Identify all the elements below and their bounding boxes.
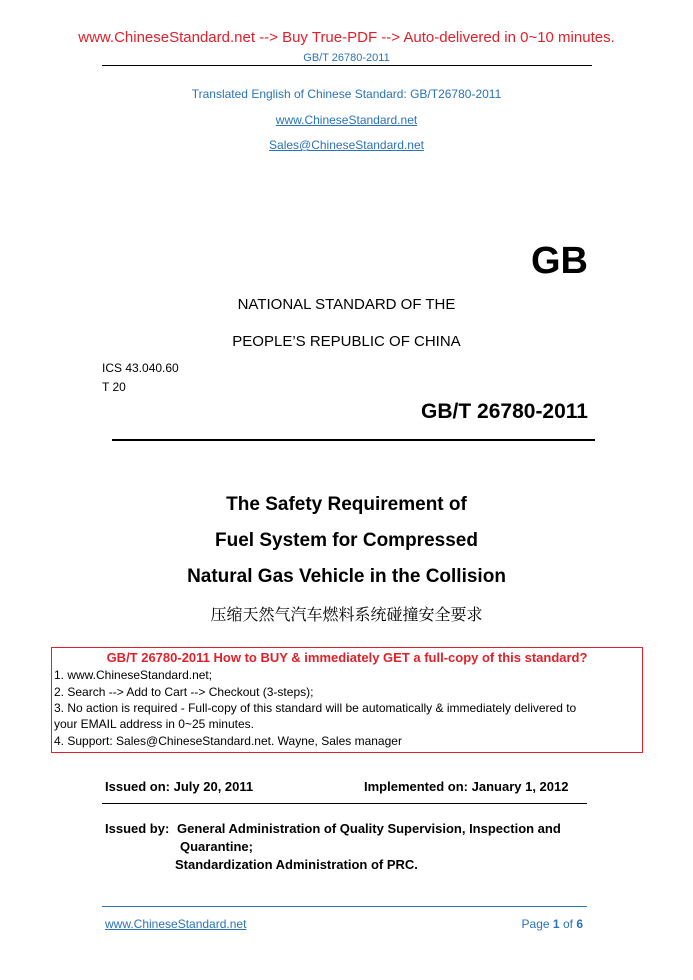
issuer-line2: Quarantine; [180,839,253,854]
national-standard-line1: NATIONAL STANDARD OF THE [237,296,456,313]
email-link-container [0,136,693,154]
issued-by-label: Issued by: [105,821,170,836]
purchase-info-box [51,647,643,753]
title-line3: Natural Gas Vehicle in the Collision [187,566,506,587]
purchase-step: 3. No action is required - Full-copy of this standard will be automatically & immediately delivered to [54,701,577,715]
purchase-step: your EMAIL address in 0~25 minutes. [54,717,254,731]
national-standard-line2: PEOPLE’S REPUBLIC OF CHINA [232,333,461,350]
implemented-on-date: Implemented on: January 1, 2012 [364,779,569,794]
footer-website-link[interactable]: www.ChineseStandard.net [105,917,247,931]
issuer-line3: Standardization Administration of PRC. [175,857,418,872]
translation-note: Translated English of Chinese Standard: GB/T26780-2011 [191,87,502,101]
email-link[interactable]: Sales@ChineseStandard.net [269,138,424,152]
purchase-step: 2. Search --> Add to Cart --> Checkout (3-steps); [54,685,314,699]
issuer-line1: General Administration of Quality Supervision, Inspection and [177,821,561,836]
gb-mark: GB [531,240,588,282]
title-line2: Fuel System for Compressed [215,530,478,551]
purchase-step: 4. Support: Sales@ChineseStandard.net. Wayne, Sales manager [54,734,402,748]
page-current: 1 [552,917,560,931]
standard-code: GB/T 26780-2011 [421,400,588,423]
website-link-container [0,111,693,129]
header-divider [102,65,592,66]
purchase-heading: GB/T 26780-2011 How to BUY & immediately GET a full-copy of this standard? [106,650,588,665]
website-link[interactable]: www.ChineseStandard.net [275,113,418,127]
page-prefix: Page [521,917,550,931]
classification-code: T 20 [102,380,126,394]
page-total: 6 [576,917,583,931]
dates-divider [102,803,587,804]
ics-code: ICS 43.040.60 [102,361,179,375]
footer-website-container [105,917,246,931]
page-number [522,917,583,931]
title-divider [112,439,595,441]
footer-divider [102,906,587,907]
title-line1: The Safety Requirement of [226,494,467,515]
header-subtitle: GB/T 26780-2011 [303,52,390,64]
issued-on-date: Issued on: July 20, 2011 [105,779,254,794]
page-middle: of [562,917,573,931]
chinese-title: 压缩天然气汽车燃料系统碰撞安全要求 [210,605,483,624]
top-banner[interactable]: www.ChineseStandard.net --> Buy True-PDF --> Auto-delivered in 0~10 minutes. [78,29,615,46]
purchase-step: 1. www.ChineseStandard.net; [54,668,213,682]
